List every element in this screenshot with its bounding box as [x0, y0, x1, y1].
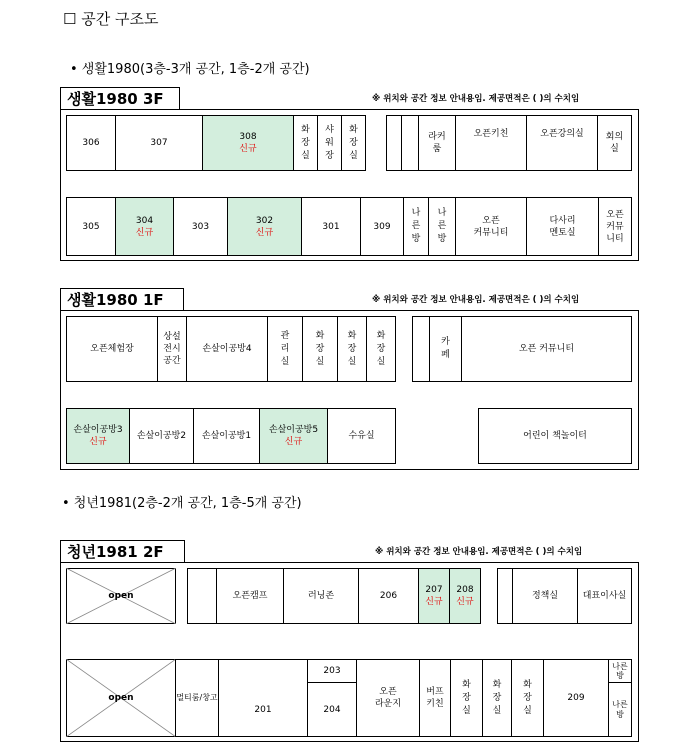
locker-room: 라커룸: [418, 115, 456, 171]
stair-block: [187, 568, 217, 624]
restroom-2: 화장실: [337, 316, 367, 382]
restroom-1: 화장실: [450, 659, 483, 737]
policy-room: 정책실: [512, 568, 578, 624]
restroom-3: 화장실: [511, 659, 544, 737]
stair-block: [497, 568, 513, 624]
room-201: 201: [218, 659, 308, 737]
section-bullet-living-1980: • 생활1980(3층-3개 공간, 1층-2개 공간): [70, 62, 310, 77]
floorplan-living-3f: [60, 109, 639, 261]
open-camp: 오픈캠프: [216, 568, 284, 624]
restroom-3: 화장실: [366, 316, 396, 382]
room-203: 203: [307, 659, 357, 683]
room-302: 302 신규: [227, 197, 302, 256]
open-community: 오픈 커뮤니티: [461, 316, 632, 382]
room-305: 305: [66, 197, 116, 256]
room-207: 207 신규: [418, 568, 450, 624]
area-note: ※ 위치와 공간 정보 안내용임. 제공면적은 ( )의 수치임: [372, 94, 580, 104]
stair-block: [401, 115, 419, 171]
studio-5: 손살이공방5 신규: [259, 408, 328, 464]
studio-4: 손살이공방4: [186, 316, 268, 382]
restroom-2: 화장실: [482, 659, 512, 737]
studio-2: 손살이공방2: [129, 408, 194, 464]
open-lounge: 오픈 라운지: [356, 659, 420, 737]
room-307: 307: [115, 115, 203, 171]
nap-room-1: 나른방: [608, 659, 632, 683]
open-kitchen: 오픈키친: [455, 115, 527, 171]
room-206: 206: [358, 568, 419, 624]
open-community: 오픈 커뮤니티: [455, 197, 527, 256]
ceo-office: 대표이사실: [577, 568, 632, 624]
nap-room-1: 나른방: [403, 197, 429, 256]
room-306: 306: [66, 115, 116, 171]
floorplan-living-1f: [60, 310, 639, 470]
open-experience: 오픈체험장: [66, 316, 158, 382]
buffet-kitchen: 버프 키친: [419, 659, 451, 737]
section-bullet-youth-1981: • 청년1981(2층-2개 공간, 1층-5개 공간): [62, 496, 302, 511]
room-308: 308 신규: [202, 115, 294, 171]
exhibit-space: 상설 전시 공간: [157, 316, 187, 382]
meeting-room: 회의실: [597, 115, 632, 171]
floorplan-youth-2f: [60, 562, 639, 742]
room-204: 204: [307, 682, 357, 737]
area-note: ※ 위치와 공간 정보 안내용임. 제공면적은 ( )의 수치임: [372, 295, 580, 305]
kids-library: 어린이 책놀이터: [478, 408, 632, 464]
nap-room-2: 나른방: [608, 682, 632, 737]
studio-1: 손살이공방1: [193, 408, 260, 464]
open-area-2: open: [66, 659, 176, 737]
floor-title-youth-2f: 청년1981 2F: [60, 540, 185, 563]
room-208: 208 신규: [449, 568, 481, 624]
floor-title-living-3f: 생활1980 3F: [60, 87, 180, 110]
studio-3: 손살이공방3 신규: [66, 408, 130, 464]
stair-block: [412, 316, 430, 382]
room-209: 209: [543, 659, 609, 737]
multi-room: 멀티룸/창고: [175, 659, 219, 737]
learning-zone: 러닝존: [283, 568, 359, 624]
area-note: ※ 위치와 공간 정보 안내용임. 제공면적은 ( )의 수치임: [375, 547, 583, 557]
shower-room: 샤워장: [317, 115, 342, 171]
restroom-1: 화장실: [293, 115, 318, 171]
room-301: 301: [301, 197, 361, 256]
open-community-small: 오픈 커뮤 니티: [598, 197, 632, 256]
cafe: 카페: [429, 316, 462, 382]
room-309: 309: [360, 197, 404, 256]
room-303: 303: [173, 197, 228, 256]
restroom-2: 화장실: [341, 115, 366, 171]
nap-room-2: 나른방: [428, 197, 456, 256]
nursing-room: 수유실: [327, 408, 396, 464]
page-heading: ☐ 공간 구조도: [63, 10, 159, 28]
open-lecture-room: 오픈강의실: [526, 115, 598, 171]
mentor-room: 다사리 멘토실: [526, 197, 599, 256]
open-area-1: open: [66, 568, 176, 624]
restroom-1: 화장실: [302, 316, 338, 382]
floor-title-living-1f: 생활1980 1F: [60, 288, 184, 311]
admin-office: 관리실: [267, 316, 303, 382]
room-304: 304 신규: [115, 197, 174, 256]
stair-block: [386, 115, 402, 171]
